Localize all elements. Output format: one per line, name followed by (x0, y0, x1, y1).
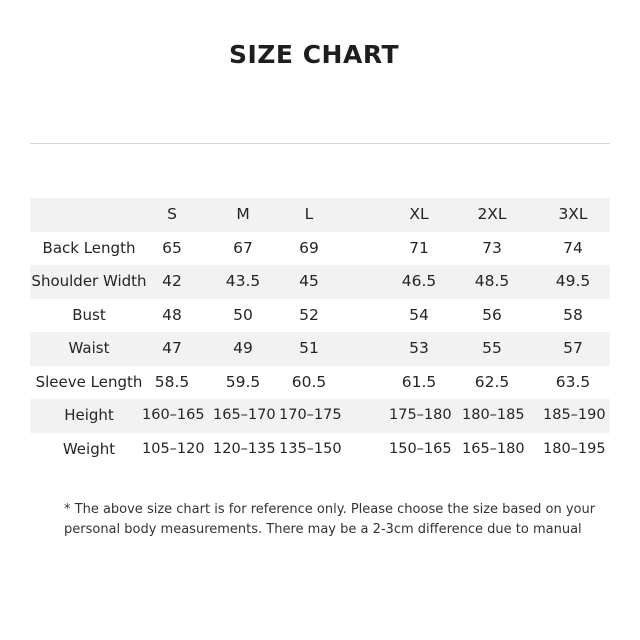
table-cell: 51 (299, 339, 319, 357)
table-cell: 48.5 (474, 272, 510, 290)
table-cell: 61.5 (401, 372, 437, 391)
table-cell: 69 (299, 238, 319, 257)
header-cell-xl: XL (409, 205, 429, 223)
table-cell: 71 (409, 238, 429, 257)
row-label: Sleeve Length (35, 372, 143, 391)
header-cell-empty (30, 198, 148, 232)
table-cell: 46.5 (401, 272, 437, 290)
table-cell: 73 (482, 238, 502, 257)
page-title: SIZE CHART (228, 40, 399, 69)
table-row (30, 433, 610, 467)
table-cell: 56 (482, 305, 502, 324)
table-row (30, 299, 610, 333)
header-cell-l: L (304, 205, 314, 223)
table-cell: 67 (233, 238, 253, 257)
table-cell: 120–135 (213, 440, 276, 457)
disclaimer-note (64, 500, 594, 540)
row-label: Waist (68, 339, 110, 357)
table-cell: 49 (233, 339, 253, 357)
table-cell: 57 (563, 339, 583, 357)
table-cell: 43.5 (225, 272, 261, 290)
table-row (30, 232, 610, 266)
table-cell: 180–185 (462, 407, 525, 423)
table-cell: 135–150 (279, 440, 342, 457)
table-cell: 45 (299, 272, 319, 290)
table-cell: 53 (409, 339, 429, 357)
table-cell: 150–165 (389, 440, 452, 457)
table-cell: 185–190 (543, 407, 606, 423)
row-label: Shoulder Width (31, 272, 147, 290)
table-cell: 58.5 (154, 372, 190, 391)
row-label: Back Length (42, 238, 136, 257)
divider (30, 143, 610, 144)
table-row (30, 332, 610, 366)
header-cell-3xl: 3XL (558, 205, 588, 223)
header-cell-m: M (236, 205, 250, 223)
table-cell: 50 (233, 305, 253, 324)
table-cell: 49.5 (555, 272, 591, 290)
table-header-row (30, 198, 610, 232)
table-row (30, 366, 610, 400)
table-cell: 105–120 (142, 440, 205, 457)
table-cell: 54 (409, 305, 429, 324)
table-cell: 160–165 (142, 407, 205, 423)
table-cell: 175–180 (389, 407, 452, 423)
row-label: Height (64, 406, 114, 424)
table-cell: 59.5 (225, 372, 261, 391)
table-cell: 58 (563, 305, 583, 324)
table-cell: 47 (162, 339, 182, 357)
table-cell: 180–195 (543, 440, 606, 457)
table-cell: 48 (162, 305, 182, 324)
header-cell-2xl: 2XL (477, 205, 507, 223)
table-cell: 165–180 (462, 440, 525, 457)
row-label: Weight (62, 439, 116, 458)
size-table (30, 198, 610, 466)
note-line-1: * The above size chart is for reference only. Please choose the size based on your (64, 502, 596, 517)
table-cell: 170–175 (279, 407, 342, 423)
table-cell: 62.5 (474, 372, 510, 391)
header-cell-s: S (167, 205, 177, 223)
table-cell: 65 (162, 238, 182, 257)
table-cell: 52 (299, 305, 319, 324)
table-row (30, 399, 610, 433)
table-cell: 42 (162, 272, 182, 290)
table-row (30, 265, 610, 299)
table-cell: 55 (482, 339, 502, 357)
note-line-2: personal body measurements. There may be a 2-3cm difference due to manual (64, 522, 582, 537)
table-cell: 60.5 (291, 372, 327, 391)
table-cell: 165–170 (213, 407, 276, 423)
row-label: Bust (72, 305, 106, 324)
table-cell: 63.5 (555, 372, 591, 391)
table-cell: 74 (563, 238, 583, 257)
